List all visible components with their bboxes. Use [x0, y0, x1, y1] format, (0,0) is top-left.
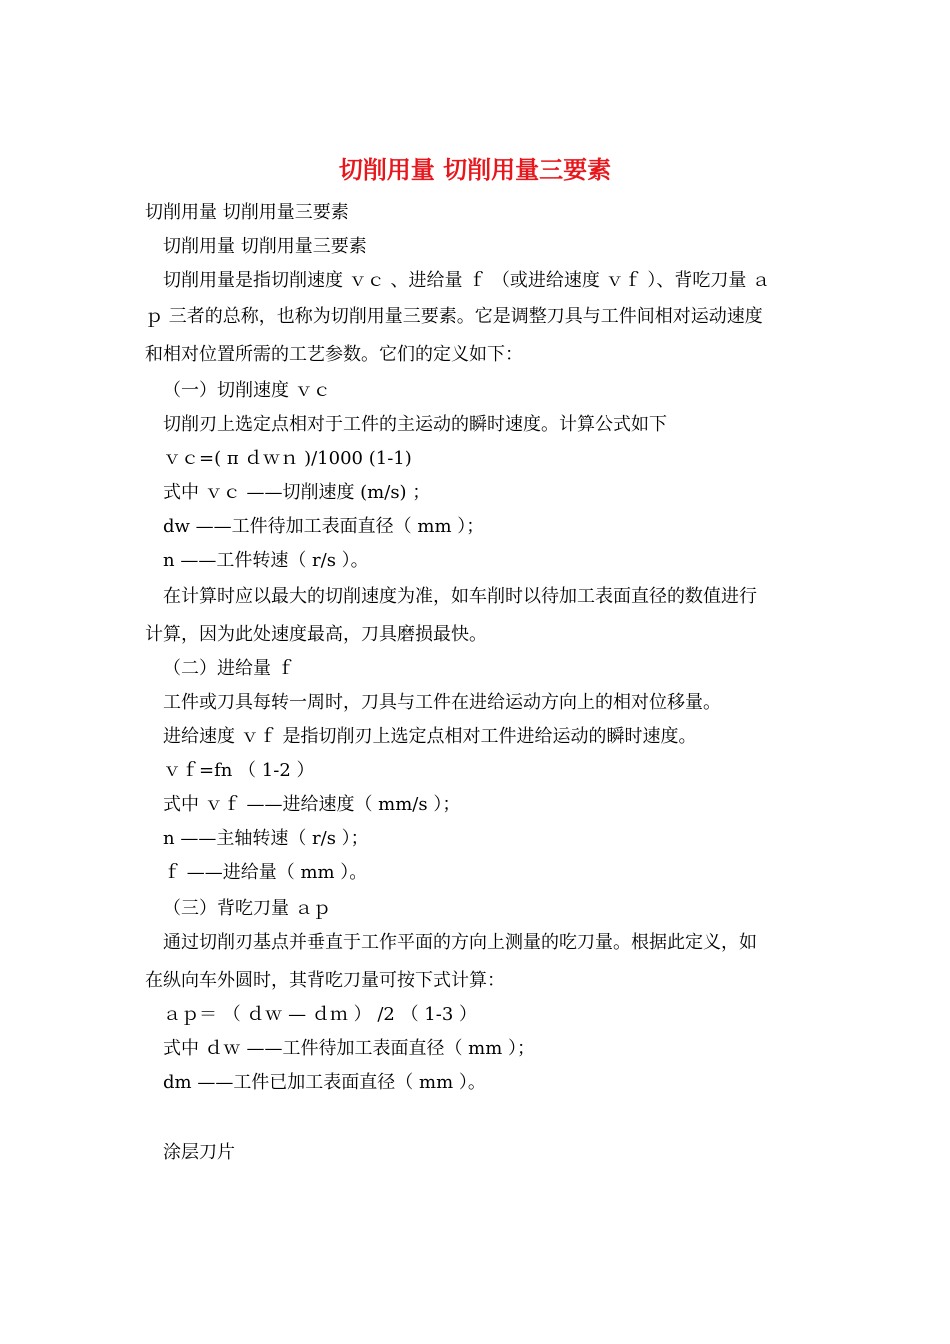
text-line: 进给速度 ｖｆ 是指切削刃上选定点相对工件进给运动的瞬时速度。 [163, 726, 697, 747]
section-heading: （一）切削速度 ｖｃ [163, 380, 331, 401]
text-line: 计算，因为此处速度最高，刀具磨损最快。 [145, 624, 487, 645]
formula-line: ｖｆ=fn （ 1-2 ） [163, 760, 315, 781]
text-line: 在计算时应以最大的切削速度为准，如车削时以待加工表面直径的数值进行 [163, 586, 757, 607]
text-line: 工件或刀具每转一周时，刀具与工件在进给运动方向上的相对位移量。 [163, 692, 721, 713]
text-line: 切削用量 切削用量三要素 [145, 202, 349, 223]
text-line: dm ——工件已加工表面直径（ mm ）。 [163, 1072, 486, 1093]
formula-line: ｖｃ=( π ｄｗｎ )/1000 (1-1) [163, 448, 412, 469]
text-line: 式中 ｄｗ ——工件待加工表面直径（ mm ）； [163, 1038, 536, 1059]
text-line: 涂层刀片 [163, 1142, 235, 1163]
text-line: n ——工件转速（ r/s ）。 [163, 550, 369, 571]
text-line: 和相对位置所需的工艺参数。它们的定义如下： [145, 344, 523, 365]
text-line: n ——主轴转速（ r/s ）； [163, 828, 369, 849]
text-line: ｐ 三者的总称，也称为切削用量三要素。它是调整刀具与工件间相对运动速度 [145, 306, 763, 327]
text-line: 在纵向车外圆时，其背吃刀量可按下式计算： [145, 970, 505, 991]
text-line: 切削刃上选定点相对于工件的主运动的瞬时速度。计算公式如下 [163, 414, 667, 435]
section-heading: （二）进给量 ｆ [163, 658, 295, 679]
text-line: 式中 ｖｆ ——进给速度（ mm/s ）； [163, 794, 461, 815]
formula-line: ａｐ＝ （ ｄｗ — ｄｍ ） /2 （ 1-3 ） [163, 1004, 477, 1025]
text-line: 式中 ｖｃ ——切削速度 (m/s) ； [163, 482, 431, 503]
text-line: dw ——工件待加工表面直径（ mm ）； [163, 516, 485, 537]
section-heading: （三）背吃刀量 ａｐ [163, 898, 331, 919]
document-title: 切削用量 切削用量三要素 [338, 156, 612, 184]
text-line: 通过切削刃基点并垂直于工作平面的方向上测量的吃刀量。根据此定义，如 [163, 932, 757, 953]
text-line: 切削用量 切削用量三要素 [163, 236, 367, 257]
text-line: ｆ ——进给量（ mm ）。 [163, 862, 368, 883]
text-line: 切削用量是指切削速度 ｖｃ 、进给量 ｆ （或进给速度 ｖｆ ）、背吃刀量 ａ [163, 270, 771, 291]
